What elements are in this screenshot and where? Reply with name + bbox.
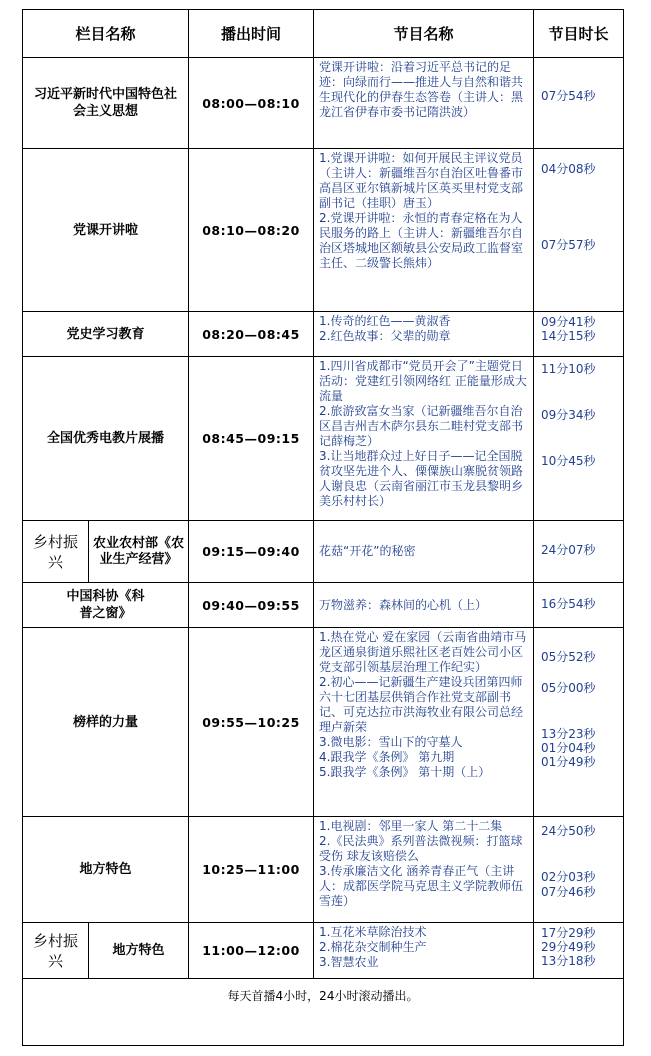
program-name <box>314 357 534 521</box>
air-time: 10:25—11:00 <box>189 817 314 923</box>
group-label: 乡村振兴 <box>23 521 89 583</box>
table-row <box>23 357 624 521</box>
duration: 16分54秒 <box>541 597 596 611</box>
duration: 13分18秒 <box>541 954 596 968</box>
air-time: 09:40—09:55 <box>189 583 314 628</box>
program-text: 1.电视剧：邻里一家人 第二十二集 2.《民法典》系列普法微视频：打篮球受伤 球友该赔偿么 3.传承廉洁文化 涵养青春正气（主讲人：成都医学院马克思主义学院教师伍雪莲） <box>319 819 524 908</box>
air-time: 08:00—08:10 <box>189 58 314 149</box>
duration: 10分45秒 <box>541 454 596 468</box>
duration: 01分04秒 <box>541 741 596 755</box>
program-text: 1.党课开讲啦：如何开展民主评议党员（主讲人：新疆维吾尔自治区吐鲁番市高昌区亚尔镇新城片区英买里村党支部副书记（挂职）唐玉） 2.党课开讲啦：永恒的青春定格在为人民服务的路上（主讲人：新疆维吾尔自治区塔城地区额敏县公安局政工监督室主任、二级警长熊炜） <box>319 151 524 270</box>
duration-cell <box>534 357 624 521</box>
duration: 24分07秒 <box>541 543 596 557</box>
duration-cell <box>534 583 624 628</box>
duration: 04分08秒 <box>541 162 596 176</box>
duration: 07分57秒 <box>541 238 596 252</box>
column-name: 地方特色 <box>89 923 189 979</box>
header-program-name: 节目名称 <box>314 10 534 58</box>
duration: 05分52秒 <box>541 650 596 664</box>
column-name: 地方特色 <box>23 817 189 923</box>
duration: 07分54秒 <box>541 89 596 103</box>
program-name <box>314 312 534 357</box>
duration-cell <box>534 923 624 979</box>
program-text: 花菇“开花”的秘密 <box>319 544 416 558</box>
air-time: 09:15—09:40 <box>189 521 314 583</box>
footer-note: 每天首播4小时，24小时滚动播出。 <box>23 979 624 1046</box>
air-time: 09:55—10:25 <box>189 628 314 817</box>
header-duration: 节目时长 <box>534 10 624 58</box>
duration: 07分46秒 <box>541 885 596 899</box>
header-column-name: 栏目名称 <box>23 10 189 58</box>
duration-cell <box>534 58 624 149</box>
air-time: 08:20—08:45 <box>189 312 314 357</box>
column-name: 党史学习教育 <box>23 312 189 357</box>
table-row <box>23 817 624 923</box>
duration: 05分00秒 <box>541 681 596 695</box>
duration: 13分23秒 <box>541 727 596 741</box>
column-name: 全国优秀电教片展播 <box>23 357 189 521</box>
column-name: 榜样的力量 <box>23 628 189 817</box>
group-label: 乡村振兴 <box>23 923 89 979</box>
duration: 01分49秒 <box>541 755 596 769</box>
duration-cell <box>534 149 624 312</box>
column-name: 习近平新时代中国特色社会主义思想 <box>23 58 189 149</box>
program-name <box>314 149 534 312</box>
duration: 17分29秒 <box>541 926 596 940</box>
footer-row <box>23 979 624 1046</box>
duration: 29分49秒 <box>541 940 596 954</box>
column-name: 中国科协《科普之窗》 <box>23 583 189 628</box>
duration-cell <box>534 817 624 923</box>
table-row <box>23 521 624 583</box>
duration: 11分10秒 <box>541 362 596 376</box>
duration-cell <box>534 521 624 583</box>
program-text: 党课开讲啦：沿着习近平总书记的足迹：向绿而行——推进人与自然和谐共生现代化的伊春生态答卷（主讲人：黑龙江省伊春市委书记隋洪波） <box>319 60 524 119</box>
duration: 14分15秒 <box>541 329 596 343</box>
air-time: 08:10—08:20 <box>189 149 314 312</box>
duration: 02分03秒 <box>541 870 596 884</box>
program-name <box>314 923 534 979</box>
program-name <box>314 628 534 817</box>
duration: 24分50秒 <box>541 824 596 838</box>
table-row <box>23 58 624 149</box>
air-time: 08:45—09:15 <box>189 357 314 521</box>
program-text: 1.互花米草除治技术 2.棉花杂交制种生产 3.智慧农业 <box>319 925 427 969</box>
table-row <box>23 628 624 817</box>
duration: 09分41秒 <box>541 315 596 329</box>
table-row <box>23 149 624 312</box>
program-schedule-table <box>22 9 624 1046</box>
program-name <box>314 521 534 583</box>
program-text: 1.热在党心 爱在家园（云南省曲靖市马龙区通泉街道乐熙社区老百姓公司小区党支部引领基层治理工作纪实） 2.初心——记新疆生产建设兵团第四师六十七团基层供销合作社党支部副书记、可克达拉市洪海牧业有限公司总经理卢新荣 3.微电影：雪山下的守墓人 4.跟我学《条例》 第九期 5.跟我学《条例》 第十期（上） <box>319 630 527 779</box>
duration: 09分34秒 <box>541 408 596 422</box>
duration-cell <box>534 312 624 357</box>
table-row <box>23 583 624 628</box>
column-name: 农业农村部《农业生产经营》 <box>89 521 189 583</box>
header-row <box>23 10 624 58</box>
program-name <box>314 817 534 923</box>
program-text: 1.传奇的红色——黄淑香 2.红色故事：父辈的勋章 <box>319 314 451 343</box>
program-name <box>314 58 534 149</box>
column-name: 党课开讲啦 <box>23 149 189 312</box>
duration-cell <box>534 628 624 817</box>
air-time: 11:00—12:00 <box>189 923 314 979</box>
table-row <box>23 312 624 357</box>
program-text: 万物滋养：森林间的心机（上） <box>319 597 488 612</box>
header-air-time: 播出时间 <box>189 10 314 58</box>
table-row <box>23 923 624 979</box>
program-text: 1.四川省成都市“党员开会了”主题党日活动：党建红引领网络红 正能量形成大流量 2.旅游致富女当家（记新疆维吾尔自治区昌吉州吉木萨尔县东二畦村党支部书记薛梅芝） 3.让当地群众过上好日子——记全国脱贫攻坚先进个人、傈僳族山寨脱贫领路人谢良忠（云南省丽江市玉龙县黎明乡美乐村村长） <box>319 359 527 508</box>
program-name <box>314 583 534 628</box>
